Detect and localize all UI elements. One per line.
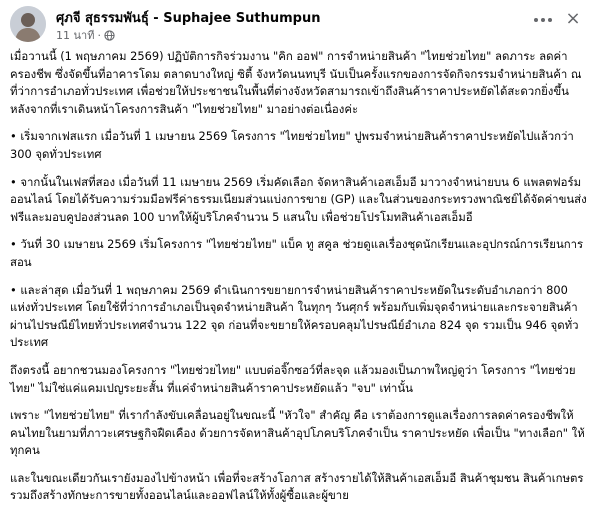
author-name[interactable]: ศุภจี สุธรรมพันธุ์ - Suphajee Suthumpun (56, 11, 321, 26)
post-paragraph-heart: เพราะ "ไทยช่วยไทย" ที่เรากำลังขับเคลื่อนอยู่ในขณะนี้ "หัวใจ" สำคัญ คือ เราต้องการดูแลเรื่องการลดค่าครองชีพให้คนไทยในยามที่ภาวะเศรษฐกิจฝืดเคือง ด้วยการจัดหาสินค้าอุปโภคบริโภคจำเป็น ราคาประหยัด เพื่อเป็น "ทางเลือก" ให้ทุกคน (10, 408, 585, 458)
post-bullet-phase-1: • เริ่มจากเฟสแรก เมื่อวันที่ 1 เมษายน 2569 โครงการ "ไทยช่วยไทย" ปูพรมจำหน่ายสินค้าราคาประหยัดไปแล้วกว่า 300 จุดทั่วประเทศ (10, 129, 574, 161)
more-options-button[interactable] (530, 10, 556, 30)
meta-separator: · (97, 29, 101, 42)
post-paragraph-big-picture: ถึงตรงนี้ อยากชวนมองโครงการ "ไทยช่วยไทย" แบบต่อจิ๊กซอว์ที่ละจุด แล้วมองเป็นภาพใหญ่ดูว่า โครงการ "ไทยช่วยไทย" ไม่ใช่แค่แคมเปญระยะสั้น ที่แค่จำหน่ายสินค้าราคาประหยัดแล้ว "จบ" เท่านั้น (10, 362, 576, 395)
close-button[interactable]: × (565, 8, 581, 29)
globe-icon (104, 30, 115, 41)
post-meta (56, 26, 115, 44)
post-body (10, 48, 588, 515)
avatar[interactable] (10, 6, 46, 42)
post-paragraph-future: และในขณะเดียวกันเรายังมองไปข้างหน้า เพื่อที่จะสร้างโอกาส สร้างรายได้ให้สินค้าเอสเอ็มอี สินค้าชุมชน สินค้าเกษตร รวมถึงสร้างทักษะการขายทั้งออนไลน์และออฟไลน์ให้ทั้งผู้ซื้อและผู้ขาย (10, 470, 584, 503)
post-bullet-back-to-school: • วันที่ 30 เมษายน 2569 เริ่มโครงการ "ไทยช่วยไทย" แบ็ค ทู สคูล ช่วยดูแลเรื่องชุดนักเรียนและอุปกรณ์การเรียนการสอน (10, 237, 584, 269)
post-bullet-phase-2: • จากนั้นในเฟสที่สอง เมื่อวันที่ 11 เมษายน 2569 เริ่มคัดเลือก จัดหาสินค้าเอสเอ็มอี มาวางจำหน่ายบน 6 แพลตฟอร์มออนไลน์ โดยได้รับความร่วมมือฟรีค่าธรรมเนียมส่วนแบ่งการขาย (GP) และในส่วนของกระทรวงพาณิชย์ได้จัดค่าขนส่งฟรีและมอบคูปองส่วนลด 100 บาทให้ผู้บริโภคจำนวน 5 แสนใบ เพื่อช่วยโปรโมทสินค้าเอสเอ็มอี (10, 174, 587, 224)
post-header (10, 6, 590, 42)
post-bullet-district-expansion: • และล่าสุด เมื่อวันที่ 1 พฤษภาคม 2569 ดำเนินการขยายการจำหน่ายสินค้าราคาประหยัดในระดับอำเภอกว่า 800 แห่งทั่วประเทศ โดยใช้ที่ว่าการอำเภอเป็นจุดจำหน่ายสินค้า ในทุกๆ วันศุกร์ พร้อมกับเพิ่มจุดจำหน่ายและกระจายสินค้าผ่านไปรษณีย์ไทยทั่วประเทศจำนวน 122 จุด ก่อนที่จะขยายให้ครอบคลุมไปรษณีย์อำเภอ 824 จุด รวมเป็น 946 จุดทั่วประเทศ (10, 282, 579, 350)
post-timestamp[interactable]: 11 นาที (56, 29, 95, 42)
post-paragraph-intro: เมื่อวานนี้ (1 พฤษภาคม 2569) ปฏิบัติการกิจร่วมงาน "คิก ออฟ" การจำหน่ายสินค้า "ไทยช่วยไทย" ลดภาระ ลดค่าครองชีพ ซึ่งจัดขึ้นที่อาคารโดม ตลาดบางใหญ่ ซิตี้ จังหวัดนนทบุรี นับเป็นครั้งแรกของการจัดกิจกรรมจำหน่ายสินค้า ณ ที่ว่าการอำเภอทั่วประเทศ เพื่อช่วยให้ประชาชนในพื้นที่ต่างจังหวัดสามารถเข้าถึงสินค้าราคาประหยัดได้สะดวกยิ่งขึ้น หลังจากที่เราเดินหน้าโครงการสินค้า "ไทยช่วยไทย" มาอย่างต่อเนื่องค่ะ (10, 49, 582, 116)
more-dot-icon (534, 18, 538, 22)
more-dot-icon (541, 18, 545, 22)
more-dot-icon (548, 18, 552, 22)
